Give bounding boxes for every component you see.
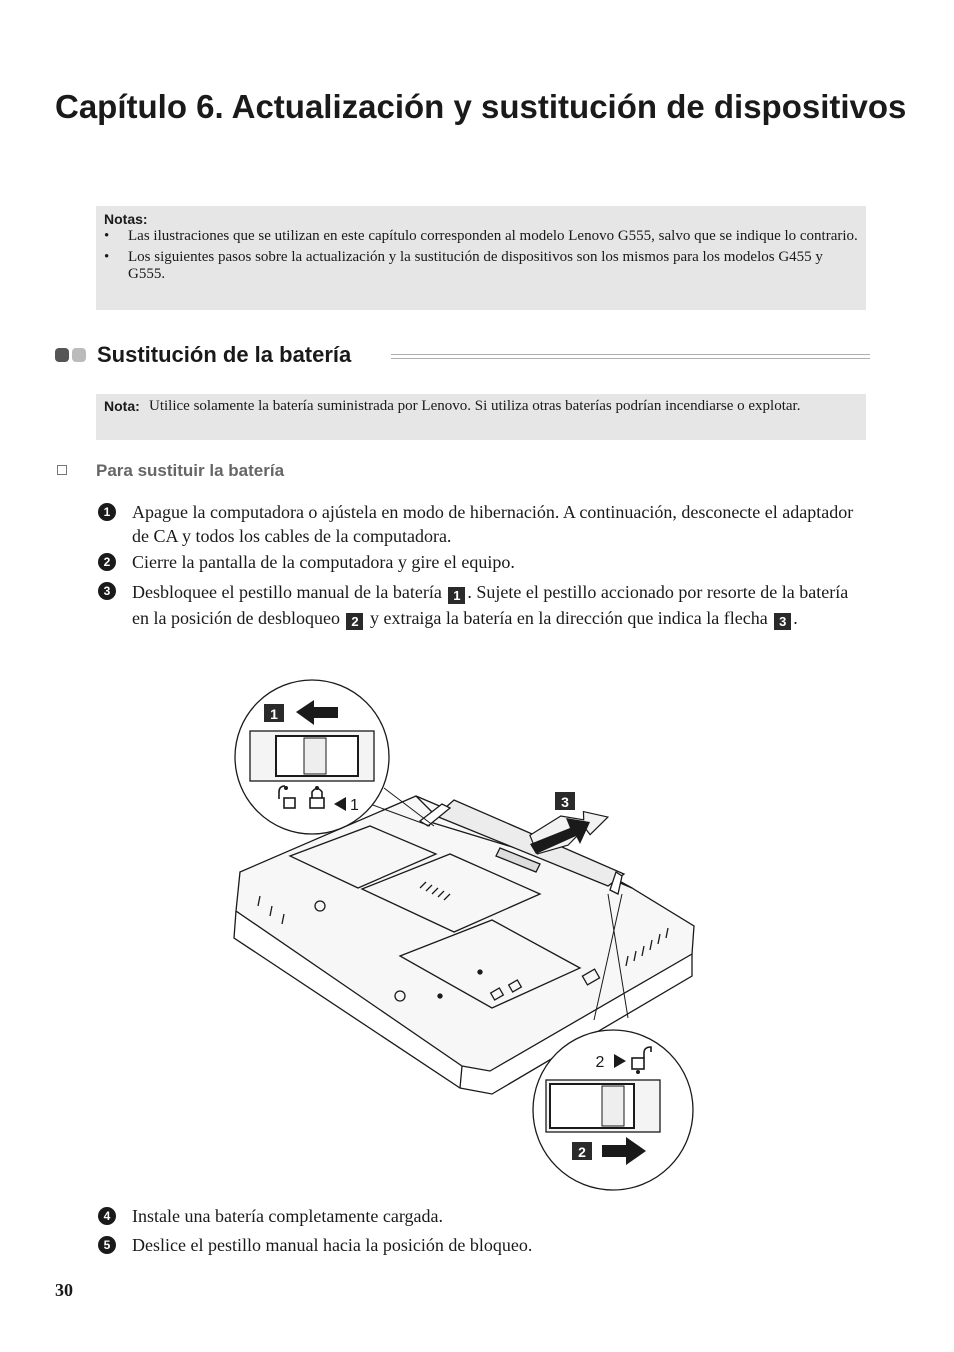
note-item-text: Los siguientes pasos sobre la actualización y la sustitución de dispositivos son los mismos para los modelos G455 y G555. (128, 249, 823, 282)
page-number: 30 (55, 1280, 73, 1300)
section-dots-icon (55, 348, 89, 366)
callout-badge: 1 (448, 587, 465, 604)
subsection-title: Para sustituir la batería (96, 461, 285, 480)
step-number: 5 (98, 1236, 116, 1254)
lock-label-1: 1 (350, 797, 359, 814)
step-number: 2 (98, 553, 116, 571)
nota-box (96, 394, 866, 440)
notes-heading: Notas: (104, 211, 148, 227)
step-text: Instale una batería completamente cargada. (132, 1206, 444, 1226)
step-number: 3 (98, 582, 116, 600)
step-number: 4 (98, 1207, 116, 1225)
step-text: Desbloquee el pestillo manual de la batería 1 . Sujete el pestillo accionado por resorte de la batería en la posición de desbloqueo 2 y extraiga la batería en la dirección que indica la flecha 3 . (132, 582, 849, 629)
section-heading (55, 340, 870, 370)
step-text: Apague la computadora o ajústela en modo de hibernación. A continuación, desconecte el adaptador de CA y todos los cables de la computadora. (132, 502, 854, 546)
step-2 (98, 550, 868, 574)
nota-text: Utilice solamente la batería suministrada por Lenovo. Si utiliza otras baterías podrían incendiarse o explotar. (149, 398, 801, 414)
chapter-title: Capítulo 6. Actualización y sustitución de dispositivos (55, 88, 907, 125)
battery-removal-illustration (230, 676, 700, 1191)
bullet-icon: • (104, 228, 110, 244)
notes-box (96, 206, 866, 310)
bullet-icon: • (104, 249, 110, 265)
notes-list (104, 228, 858, 283)
lock-label-2: 2 (595, 1054, 605, 1071)
square-bullet-icon (57, 465, 67, 475)
step-text: Cierre la pantalla de la computadora y gire el equipo. (132, 552, 515, 572)
step-4 (98, 1204, 868, 1228)
step-1 (98, 500, 868, 548)
section-title: Sustitución de la batería (97, 342, 352, 367)
note-item (104, 249, 858, 283)
step-text: Deslice el pestillo manual hacia la posición de bloqueo. (132, 1235, 533, 1255)
callout-label-2: 2 (578, 1144, 586, 1160)
callout-label-1: 1 (270, 706, 278, 722)
callout-label-3: 3 (561, 794, 569, 810)
step-number: 1 (98, 503, 116, 521)
callout-badge: 2 (346, 613, 363, 630)
note-item (104, 228, 858, 245)
section-rule (391, 354, 870, 359)
note-item-text: Las ilustraciones que se utilizan en este capítulo corresponden al modelo Lenovo G555, salvo que se indique lo contrario. (128, 228, 858, 244)
step-3 (98, 579, 868, 631)
step-5 (98, 1233, 868, 1257)
callout-badge: 3 (774, 613, 791, 630)
nota-label: Nota: (104, 398, 140, 414)
